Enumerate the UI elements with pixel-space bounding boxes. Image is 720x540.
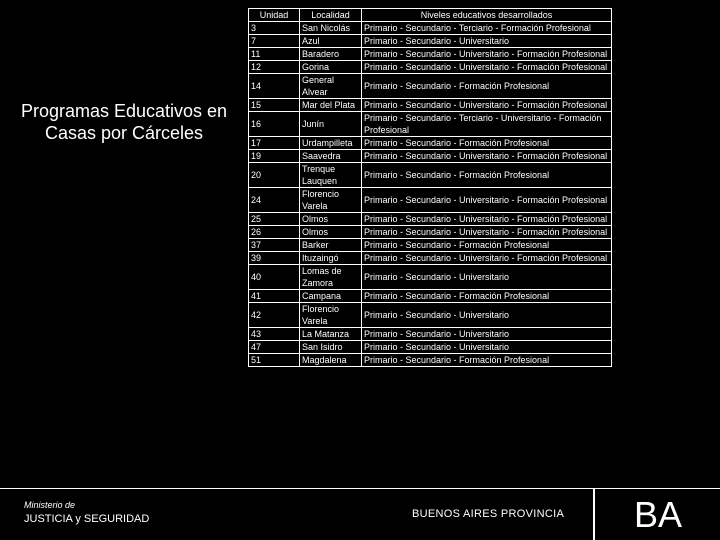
cell-unidad: 16 [249, 112, 300, 137]
cell-unidad: 26 [249, 226, 300, 239]
cell-unidad: 12 [249, 61, 300, 74]
ba-logo: BA [634, 494, 683, 535]
table-row [249, 137, 612, 150]
table-row [249, 188, 612, 213]
cell-niveles: Primario - Secundario - Formación Profesional [362, 74, 612, 99]
cell-unidad: 20 [249, 163, 300, 188]
table-row [249, 22, 612, 35]
cell-unidad: 51 [249, 354, 300, 367]
cell-niveles: Primario - Secundario - Universitario [362, 35, 612, 48]
table-row [249, 112, 612, 137]
cell-niveles: Primario - Secundario - Formación Profesional [362, 163, 612, 188]
education-programs-table [248, 8, 612, 367]
header-niveles: Niveles educativos desarrollados [362, 9, 612, 22]
cell-niveles: Primario - Secundario - Formación Profesional [362, 239, 612, 252]
table-row [249, 341, 612, 354]
cell-unidad: 7 [249, 35, 300, 48]
table-row [249, 252, 612, 265]
cell-niveles: Primario - Secundario - Universitario - Formación Profesional [362, 188, 612, 213]
cell-unidad: 41 [249, 290, 300, 303]
cell-unidad: 14 [249, 74, 300, 99]
table-row [249, 265, 612, 290]
header-unidad: Unidad [249, 9, 300, 22]
cell-niveles: Primario - Secundario - Terciario - Formación Profesional [362, 22, 612, 35]
department-label: JUSTICIA y SEGURIDAD [24, 513, 150, 525]
ministry-label: Ministerio de [24, 500, 76, 510]
table-row [249, 354, 612, 367]
cell-niveles: Primario - Secundario - Universitario [362, 303, 612, 328]
cell-niveles: Primario - Secundario - Terciario - Universitario - Formación Profesional [362, 112, 612, 137]
cell-localidad: Saavedra [300, 150, 362, 163]
cell-niveles: Primario - Secundario - Universitario [362, 265, 612, 290]
cell-localidad: La Matanza [300, 328, 362, 341]
cell-unidad: 15 [249, 99, 300, 112]
table-row [249, 290, 612, 303]
table-body [249, 22, 612, 367]
cell-unidad: 25 [249, 213, 300, 226]
cell-localidad: Olmos [300, 226, 362, 239]
cell-unidad: 40 [249, 265, 300, 290]
cell-localidad: Azul [300, 35, 362, 48]
cell-unidad: 37 [249, 239, 300, 252]
cell-localidad: Florencio Varela [300, 303, 362, 328]
cell-niveles: Primario - Secundario - Universitario - Formación Profesional [362, 61, 612, 74]
cell-unidad: 43 [249, 328, 300, 341]
cell-localidad: Campana [300, 290, 362, 303]
cell-localidad: Mar del Plata [300, 99, 362, 112]
cell-localidad: Magdalena [300, 354, 362, 367]
cell-unidad: 39 [249, 252, 300, 265]
table-row [249, 61, 612, 74]
cell-localidad: Junín [300, 112, 362, 137]
cell-unidad: 3 [249, 22, 300, 35]
table-row [249, 150, 612, 163]
cell-unidad: 47 [249, 341, 300, 354]
cell-localidad: Urdampilleta [300, 137, 362, 150]
cell-localidad: Lomas de Zamora [300, 265, 362, 290]
cell-localidad: Baradero [300, 48, 362, 61]
cell-unidad: 11 [249, 48, 300, 61]
cell-niveles: Primario - Secundario - Formación Profesional [362, 354, 612, 367]
cell-niveles: Primario - Secundario - Formación Profesional [362, 137, 612, 150]
table-row [249, 239, 612, 252]
table-row [249, 35, 612, 48]
cell-unidad: 42 [249, 303, 300, 328]
cell-localidad: Gorina [300, 61, 362, 74]
cell-localidad: Ituzaingó [300, 252, 362, 265]
table-row [249, 48, 612, 61]
table-row [249, 74, 612, 99]
cell-niveles: Primario - Secundario - Universitario - Formación Profesional [362, 226, 612, 239]
cell-niveles: Primario - Secundario - Universitario [362, 328, 612, 341]
cell-localidad: San Nicolás [300, 22, 362, 35]
cell-localidad: Olmos [300, 213, 362, 226]
cell-localidad: General Alvear [300, 74, 362, 99]
cell-niveles: Primario - Secundario - Formación Profesional [362, 290, 612, 303]
table-row [249, 226, 612, 239]
cell-niveles: Primario - Secundario - Universitario - Formación Profesional [362, 48, 612, 61]
cell-localidad: Florencio Varela [300, 188, 362, 213]
cell-unidad: 24 [249, 188, 300, 213]
cell-niveles: Primario - Secundario - Universitario - Formación Profesional [362, 213, 612, 226]
cell-localidad: Barker [300, 239, 362, 252]
cell-niveles: Primario - Secundario - Universitario - Formación Profesional [362, 252, 612, 265]
header-localidad: Localidad [300, 9, 362, 22]
cell-unidad: 19 [249, 150, 300, 163]
cell-unidad: 17 [249, 137, 300, 150]
province-label: BUENOS AIRES PROVINCIA [412, 508, 565, 520]
table-row [249, 163, 612, 188]
table-header-row [249, 9, 612, 22]
table-row [249, 328, 612, 341]
cell-localidad: San Isidro [300, 341, 362, 354]
cell-niveles: Primario - Secundario - Universitario [362, 341, 612, 354]
cell-localidad: Trenque Lauquen [300, 163, 362, 188]
table-row [249, 213, 612, 226]
page-title: Programas Educativos en Casas por Cárceles [20, 101, 228, 143]
table-row [249, 303, 612, 328]
cell-niveles: Primario - Secundario - Universitario - Formación Profesional [362, 150, 612, 163]
table-row [249, 99, 612, 112]
cell-niveles: Primario - Secundario - Universitario - Formación Profesional [362, 99, 612, 112]
